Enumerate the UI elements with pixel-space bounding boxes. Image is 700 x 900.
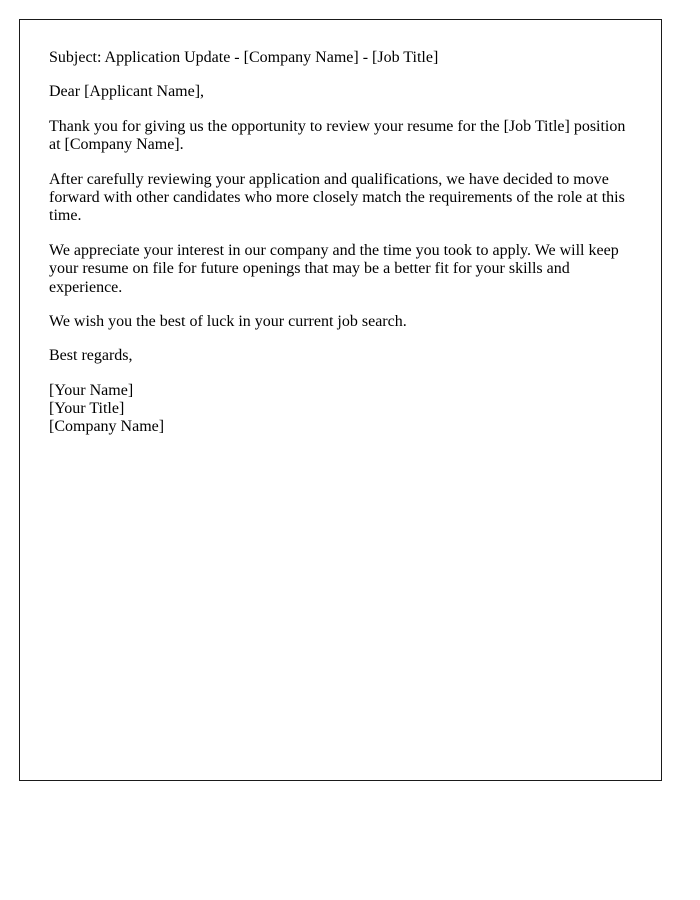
salutation: Dear [Applicant Name], xyxy=(49,83,205,101)
body-paragraph-well-wishes: We wish you the best of luck in your current job search. xyxy=(49,312,407,330)
signature-name: [Your Name] xyxy=(49,381,134,399)
signature-title: [Your Title] xyxy=(49,400,125,418)
body-paragraph-appreciation: We appreciate your interest in our company and the time you took to apply. We will keep your resume on file for future openings that may be a better fit for your skills and experience. xyxy=(49,241,619,296)
signature-block xyxy=(49,382,632,437)
signature-company: [Company Name] xyxy=(49,418,165,436)
closing: Best regards, xyxy=(49,347,133,365)
subject-line: Subject: Application Update - [Company Name] - [Job Title] xyxy=(49,49,439,66)
body-paragraph-decision: After carefully reviewing your application and qualifications, we have decided to move forward with other candidates who more closely match the requirements of the role at this time. xyxy=(49,170,625,225)
letter-frame xyxy=(19,19,662,781)
body-paragraph-thank-you: Thank you for giving us the opportunity to review your resume for the [Job Title] position at [Company Name]. xyxy=(49,117,626,154)
